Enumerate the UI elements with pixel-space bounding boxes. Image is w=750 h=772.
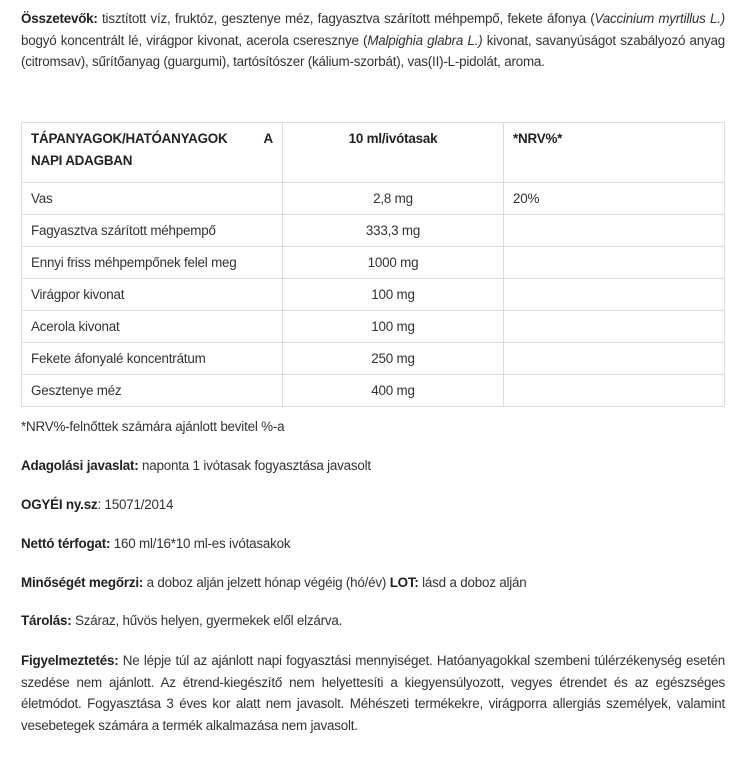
- dosage-paragraph: [21, 455, 725, 477]
- nutrient-nrv: [504, 247, 725, 279]
- lot-label: LOT:: [389, 575, 419, 590]
- ogyei-label: OGYÉI ny.sz: [21, 497, 98, 512]
- nutrition-table: [21, 122, 725, 407]
- best-before-label: Minőségét megőrzi:: [21, 575, 144, 590]
- storage-paragraph: [21, 610, 725, 632]
- nutrient-name: Acerola kivonat: [22, 311, 283, 343]
- ingredients-text-1: tisztított víz, fruktóz, gesztenye méz, fagyasztva szárított méhpempő, fekete áfonya (: [97, 11, 595, 26]
- table-header-row: [22, 123, 725, 183]
- nutrient-amount: 100 mg: [283, 311, 504, 343]
- ingredients-text-2: bogyó koncentrált lé, virágpor kivonat, acerola cseresznye (: [21, 32, 368, 48]
- table-row: [22, 343, 725, 375]
- table-row: [22, 279, 725, 311]
- table-row: [22, 183, 725, 215]
- net-volume-paragraph: [21, 533, 725, 555]
- lot-value: lásd a doboz alján: [418, 575, 527, 590]
- nutrient-name: Fagyasztva szárított méhpempő: [22, 215, 283, 247]
- table-row: [22, 247, 725, 279]
- warning-paragraph: [21, 650, 725, 736]
- nrv-footnote: *NRV%-felnőttek számára ajánlott bevitel %-a: [21, 419, 285, 434]
- nutrient-nrv: [504, 311, 725, 343]
- nutrient-amount: 400 mg: [283, 375, 504, 407]
- net-volume-value: 160 ml/16*10 ml-es ivótasakok: [110, 536, 291, 551]
- nutrient-nrv: [504, 215, 725, 247]
- storage-label: Tárolás:: [21, 613, 72, 628]
- ogyei-value: : 15071/2014: [97, 497, 174, 512]
- nutrient-nrv: [504, 343, 725, 375]
- nutrient-nrv: [504, 279, 725, 311]
- ingredients-label: Összetevők:: [21, 11, 98, 26]
- nutrient-amount: 100 mg: [283, 279, 504, 311]
- nutrient-name: Vas: [22, 183, 283, 215]
- nutrient-amount: 250 mg: [283, 343, 504, 375]
- header-nrv: *NRV%*: [504, 123, 725, 183]
- table-row: [22, 311, 725, 343]
- header-per-sachet: 10 ml/ivótasak: [283, 123, 504, 183]
- storage-value: Száraz, hűvös helyen, gyermekek elől elzárva.: [71, 613, 343, 628]
- header-nutrients: TÁPANYAGOK/HATÓANYAGOK A NAPI ADAGBAN: [22, 123, 283, 183]
- ingredients-latin-1: Vaccinium myrtillus L.): [594, 11, 725, 26]
- ingredients-paragraph: [21, 8, 725, 73]
- nutrient-nrv: [504, 375, 725, 407]
- nutrient-amount: 2,8 mg: [283, 183, 504, 215]
- nutrient-name: Ennyi friss méhpempőnek felel meg: [22, 247, 283, 279]
- ingredients-latin-2: Malpighia glabra L.): [367, 32, 483, 48]
- net-volume-label: Nettó térfogat:: [21, 536, 111, 551]
- dosage-value: naponta 1 ivótasak fogyasztása javasolt: [138, 458, 371, 473]
- nutrient-name: Fekete áfonyalé koncentrátum: [22, 343, 283, 375]
- warning-value: Ne lépje túl az ajánlott napi fogyasztási mennyiséget. Hatóanyagokkal szembeni túlérzékenység esetén szedése nem ajánlott. Az étrend-kiegészítő nem helyettesíti a kiegyensúlyozott, vegyes étrendet és az egészséges életmódot. Fogyasztása 3 éves kor alatt nem javasolt. Méhészeti termékekre, virágporra allergiás személyek, valamint vesebetegek számára a termék alkalmazása nem javasolt.: [21, 653, 725, 733]
- nutrient-amount: 1000 mg: [283, 247, 504, 279]
- ingredients-text-3: kivonat, savanyúságot szabályozó anyag (citromsav), sűrítőanyag (guargumi), tartósítószer (kálium-szorbát), vas(II)-L-pidolát, aroma.: [21, 32, 725, 69]
- best-before-value: a doboz alján jelzett hónap végéig (hó/év): [143, 575, 390, 590]
- nutrient-nrv: 20%: [504, 183, 725, 215]
- dosage-label: Adagolási javaslat:: [21, 458, 139, 473]
- nutrient-name: Gesztenye méz: [22, 375, 283, 407]
- table-row: [22, 215, 725, 247]
- ogyei-paragraph: [21, 494, 725, 516]
- nutrient-amount: 333,3 mg: [283, 215, 504, 247]
- table-row: [22, 375, 725, 407]
- warning-label: Figyelmeztetés:: [21, 653, 119, 668]
- nutrient-name: Virágpor kivonat: [22, 279, 283, 311]
- best-before-paragraph: [21, 572, 725, 594]
